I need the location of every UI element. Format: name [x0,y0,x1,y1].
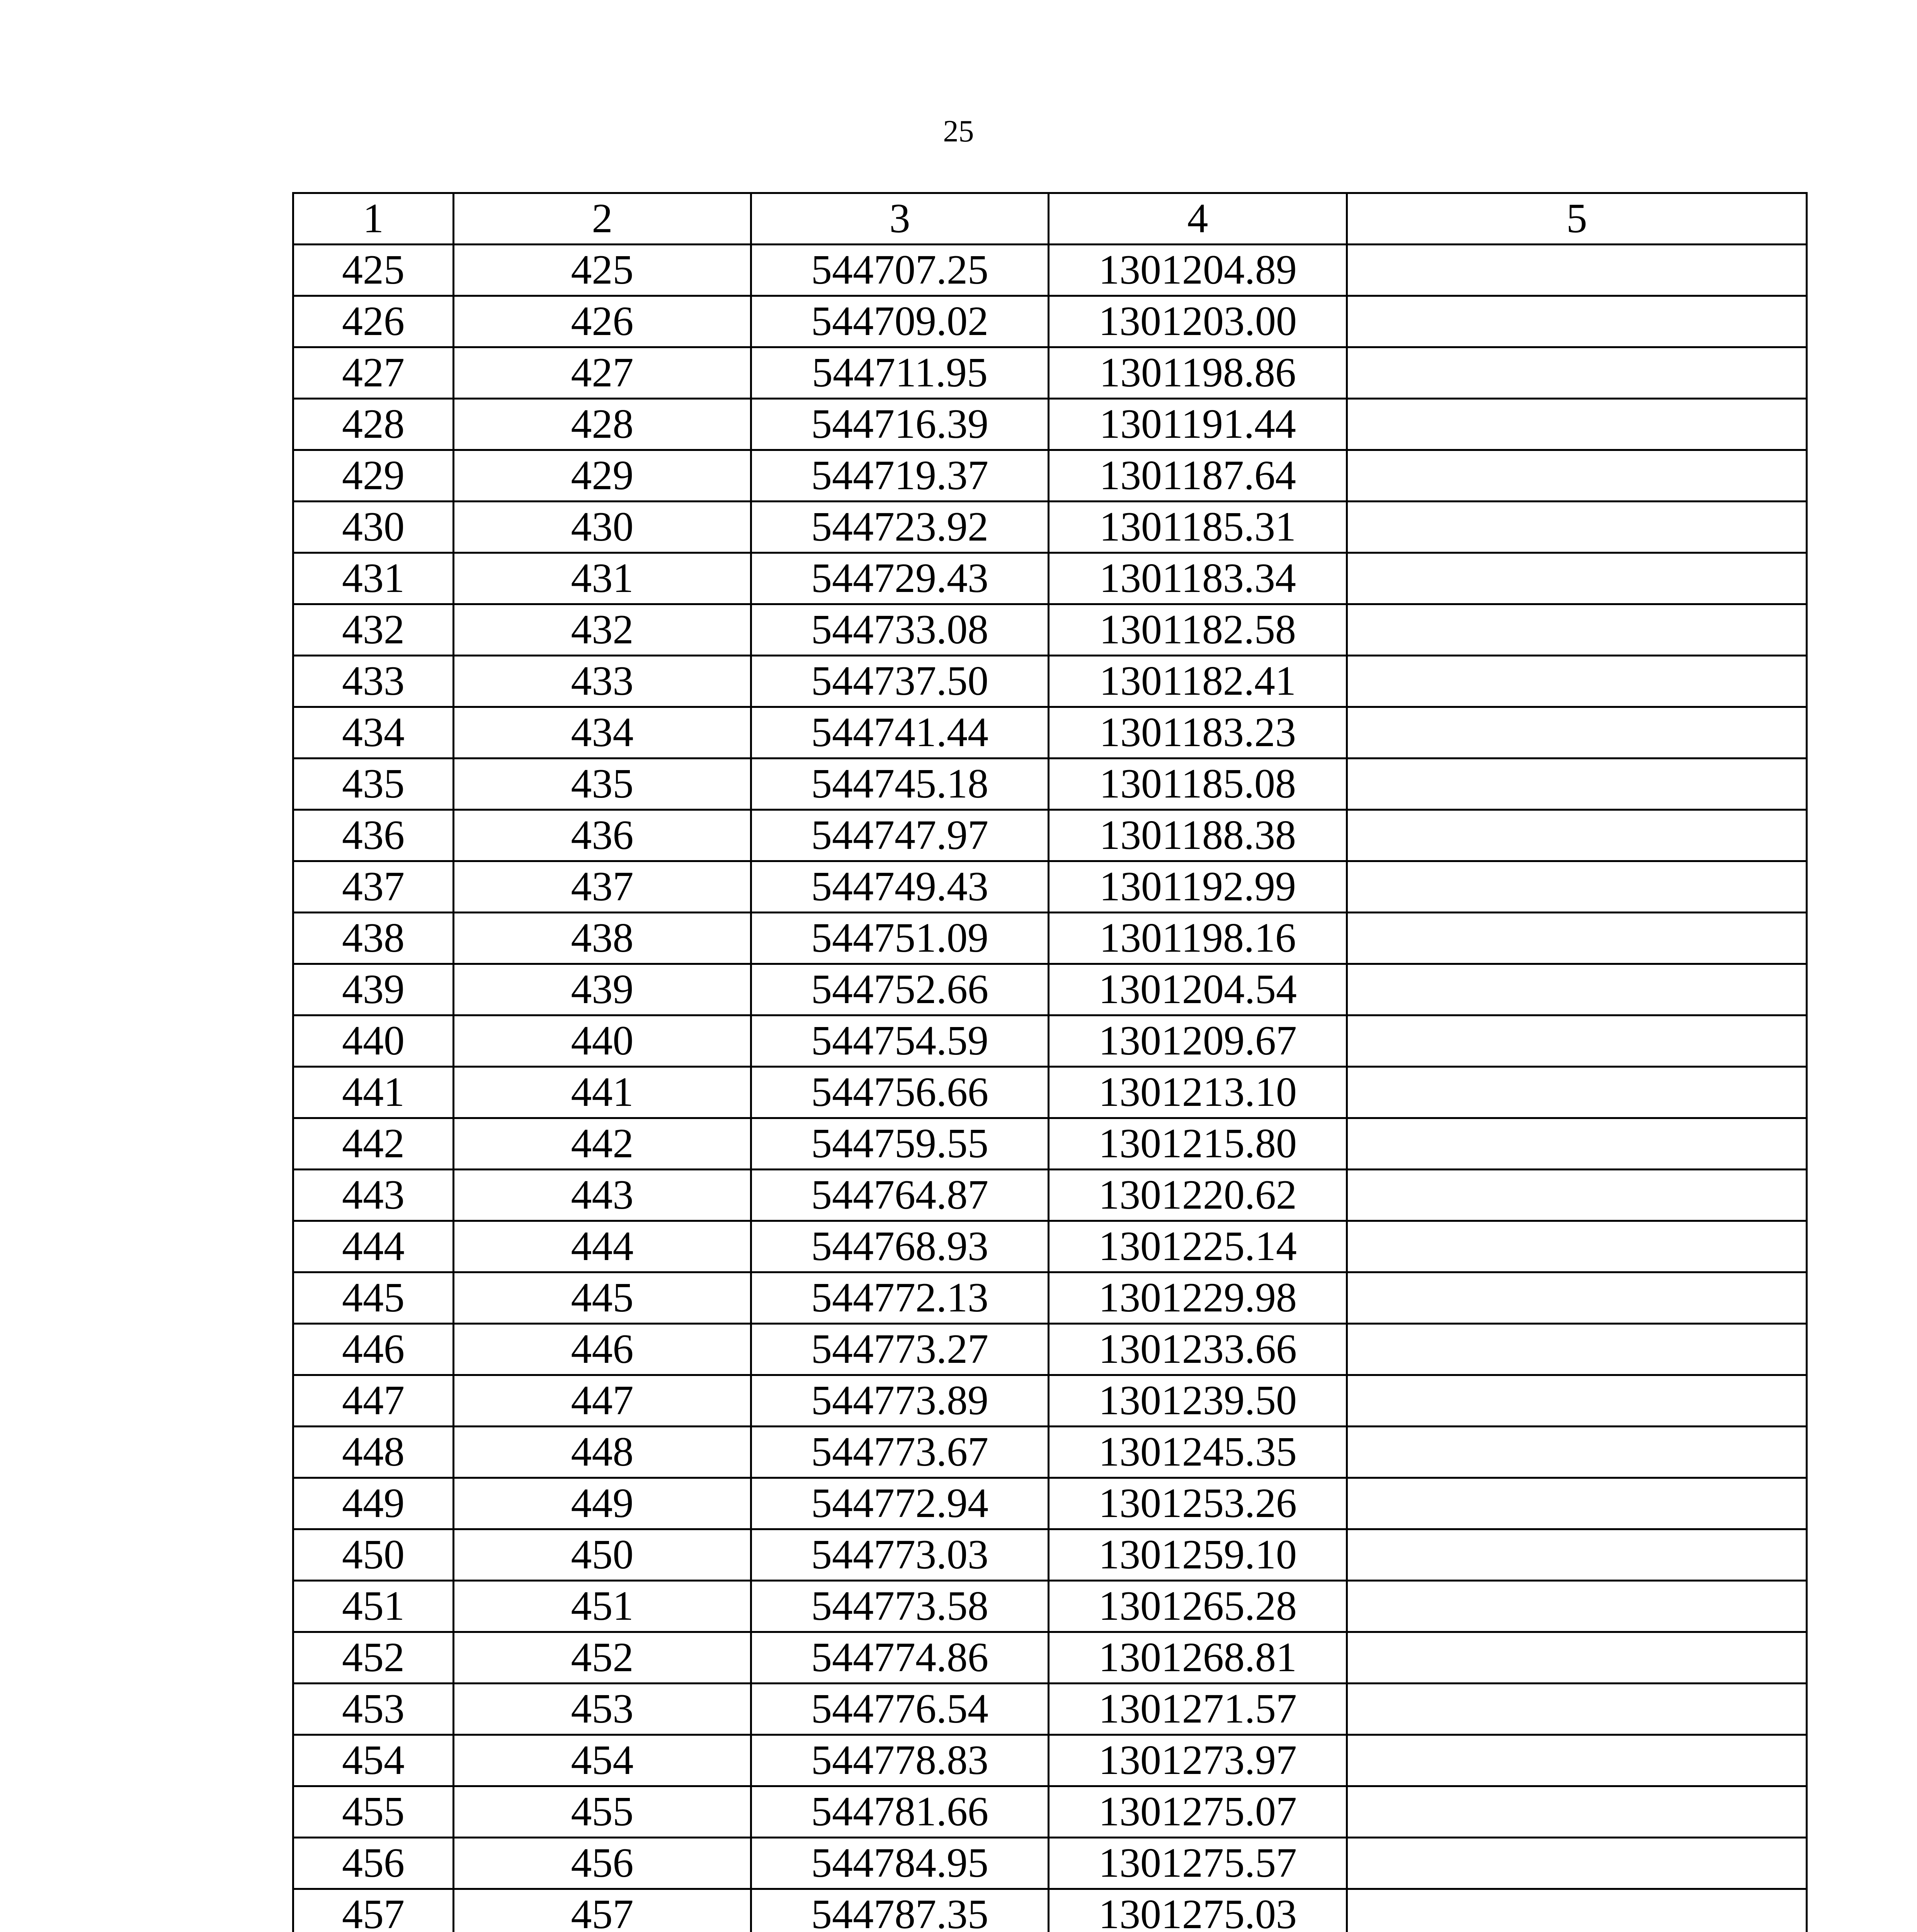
cell-note [1347,1272,1807,1324]
cell-coordinate-y: 1301209.67 [1049,1015,1347,1067]
cell-point-id: 438 [454,913,751,964]
cell-coordinate-y: 1301191.44 [1049,399,1347,450]
cell-coordinate-x: 544787.35 [751,1889,1049,1932]
table-row [293,1118,1807,1170]
cell-coordinate-x: 544749.43 [751,861,1049,913]
cell-point-id: 443 [454,1170,751,1221]
cell-point-id: 457 [454,1889,751,1932]
cell-coordinate-y: 1301239.50 [1049,1375,1347,1427]
cell-coordinate-x: 544772.13 [751,1272,1049,1324]
cell-note [1347,1375,1807,1427]
table-header-row [293,193,1807,245]
cell-point-number: 442 [293,1118,454,1170]
cell-note [1347,604,1807,656]
cell-note [1347,450,1807,502]
cell-point-number: 437 [293,861,454,913]
cell-coordinate-x: 544754.59 [751,1015,1049,1067]
cell-point-number: 432 [293,604,454,656]
cell-note [1347,656,1807,707]
cell-coordinate-y: 1301275.07 [1049,1786,1347,1838]
cell-coordinate-y: 1301203.00 [1049,296,1347,347]
table-row [293,1272,1807,1324]
table-row [293,1324,1807,1375]
column-header-1: 1 [293,193,454,245]
cell-point-id: 448 [454,1427,751,1478]
cell-note [1347,245,1807,296]
table-row [293,1632,1807,1684]
cell-note [1347,1581,1807,1632]
table-row [293,502,1807,553]
cell-point-number: 448 [293,1427,454,1478]
table-row [293,450,1807,502]
cell-coordinate-x: 544707.25 [751,245,1049,296]
cell-coordinate-y: 1301229.98 [1049,1272,1347,1324]
cell-coordinate-y: 1301185.08 [1049,759,1347,810]
cell-point-id: 434 [454,707,751,759]
cell-point-id: 450 [454,1529,751,1581]
cell-note [1347,810,1807,861]
cell-coordinate-y: 1301204.89 [1049,245,1347,296]
cell-point-number: 435 [293,759,454,810]
table-row [293,1015,1807,1067]
table-row [293,296,1807,347]
cell-coordinate-y: 1301188.38 [1049,810,1347,861]
table-row [293,553,1807,604]
cell-point-id: 444 [454,1221,751,1272]
cell-point-number: 455 [293,1786,454,1838]
cell-coordinate-x: 544709.02 [751,296,1049,347]
table-row [293,1067,1807,1118]
cell-note [1347,1478,1807,1529]
cell-point-number: 457 [293,1889,454,1932]
cell-point-number: 454 [293,1735,454,1786]
cell-point-id: 446 [454,1324,751,1375]
table-row [293,810,1807,861]
table-row [293,245,1807,296]
coordinates-table [292,192,1808,1932]
table-body [293,193,1807,1932]
cell-note [1347,913,1807,964]
page-number: 25 [943,114,974,148]
cell-coordinate-x: 544737.50 [751,656,1049,707]
table-row [293,604,1807,656]
cell-coordinate-x: 544774.86 [751,1632,1049,1684]
cell-note [1347,1632,1807,1684]
cell-coordinate-x: 544773.03 [751,1529,1049,1581]
table-row [293,1684,1807,1735]
table-row [293,1375,1807,1427]
cell-point-number: 427 [293,347,454,399]
cell-note [1347,1118,1807,1170]
cell-note [1347,347,1807,399]
cell-point-number: 433 [293,656,454,707]
cell-point-number: 431 [293,553,454,604]
cell-coordinate-y: 1301259.10 [1049,1529,1347,1581]
cell-coordinate-y: 1301275.57 [1049,1838,1347,1889]
cell-coordinate-y: 1301192.99 [1049,861,1347,913]
cell-point-id: 456 [454,1838,751,1889]
cell-point-id: 452 [454,1632,751,1684]
cell-coordinate-x: 544772.94 [751,1478,1049,1529]
table-row [293,964,1807,1015]
cell-coordinate-x: 544776.54 [751,1684,1049,1735]
table-row [293,656,1807,707]
cell-point-id: 426 [454,296,751,347]
cell-point-id: 439 [454,964,751,1015]
cell-point-number: 445 [293,1272,454,1324]
cell-note [1347,1735,1807,1786]
cell-coordinate-y: 1301213.10 [1049,1067,1347,1118]
cell-point-number: 450 [293,1529,454,1581]
table-row [293,1427,1807,1478]
table-row [293,1735,1807,1786]
table-row [293,913,1807,964]
table-row [293,347,1807,399]
cell-point-id: 427 [454,347,751,399]
cell-coordinate-y: 1301183.34 [1049,553,1347,604]
cell-note [1347,1170,1807,1221]
cell-point-id: 440 [454,1015,751,1067]
cell-note [1347,1786,1807,1838]
cell-point-number: 425 [293,245,454,296]
cell-note [1347,1838,1807,1889]
column-header-4: 4 [1049,193,1347,245]
cell-point-id: 451 [454,1581,751,1632]
cell-point-number: 428 [293,399,454,450]
cell-coordinate-y: 1301182.58 [1049,604,1347,656]
cell-note [1347,707,1807,759]
table-row [293,707,1807,759]
cell-coordinate-y: 1301182.41 [1049,656,1347,707]
table-row [293,1529,1807,1581]
cell-coordinate-y: 1301253.26 [1049,1478,1347,1529]
cell-point-number: 456 [293,1838,454,1889]
cell-point-number: 447 [293,1375,454,1427]
cell-point-id: 432 [454,604,751,656]
table-row [293,861,1807,913]
cell-point-id: 437 [454,861,751,913]
cell-coordinate-x: 544778.83 [751,1735,1049,1786]
cell-note [1347,1015,1807,1067]
cell-point-id: 454 [454,1735,751,1786]
cell-point-number: 441 [293,1067,454,1118]
cell-coordinate-x: 544756.66 [751,1067,1049,1118]
table-row [293,1581,1807,1632]
cell-note [1347,1067,1807,1118]
cell-note [1347,502,1807,553]
cell-coordinate-y: 1301204.54 [1049,964,1347,1015]
cell-point-number: 451 [293,1581,454,1632]
cell-point-id: 431 [454,553,751,604]
cell-note [1347,1889,1807,1932]
cell-note [1347,861,1807,913]
cell-point-id: 430 [454,502,751,553]
table-row [293,759,1807,810]
cell-coordinate-x: 544768.93 [751,1221,1049,1272]
cell-point-number: 453 [293,1684,454,1735]
cell-point-number: 452 [293,1632,454,1684]
cell-coordinate-y: 1301271.57 [1049,1684,1347,1735]
cell-coordinate-x: 544781.66 [751,1786,1049,1838]
cell-point-id: 429 [454,450,751,502]
cell-coordinate-x: 544773.67 [751,1427,1049,1478]
cell-point-id: 449 [454,1478,751,1529]
cell-note [1347,553,1807,604]
cell-point-id: 441 [454,1067,751,1118]
cell-point-id: 442 [454,1118,751,1170]
table-row [293,1838,1807,1889]
cell-coordinate-y: 1301215.80 [1049,1118,1347,1170]
cell-point-number: 430 [293,502,454,553]
cell-coordinate-x: 544711.95 [751,347,1049,399]
cell-coordinate-x: 544733.08 [751,604,1049,656]
cell-point-number: 439 [293,964,454,1015]
cell-note [1347,1221,1807,1272]
column-header-3: 3 [751,193,1049,245]
cell-point-id: 455 [454,1786,751,1838]
cell-point-id: 435 [454,759,751,810]
cell-coordinate-y: 1301233.66 [1049,1324,1347,1375]
cell-coordinate-x: 544773.27 [751,1324,1049,1375]
cell-coordinate-x: 544741.44 [751,707,1049,759]
cell-point-number: 436 [293,810,454,861]
column-header-2: 2 [454,193,751,245]
cell-coordinate-y: 1301183.23 [1049,707,1347,759]
cell-coordinate-x: 544747.97 [751,810,1049,861]
cell-point-number: 438 [293,913,454,964]
cell-point-number: 434 [293,707,454,759]
cell-point-id: 425 [454,245,751,296]
cell-point-number: 443 [293,1170,454,1221]
cell-note [1347,759,1807,810]
cell-point-number: 444 [293,1221,454,1272]
cell-coordinate-y: 1301225.14 [1049,1221,1347,1272]
cell-point-id: 445 [454,1272,751,1324]
cell-note [1347,1427,1807,1478]
cell-coordinate-y: 1301198.16 [1049,913,1347,964]
cell-coordinate-x: 544716.39 [751,399,1049,450]
cell-point-id: 433 [454,656,751,707]
column-header-5: 5 [1347,193,1807,245]
cell-coordinate-y: 1301273.97 [1049,1735,1347,1786]
cell-coordinate-y: 1301275.03 [1049,1889,1347,1932]
cell-coordinate-x: 544752.66 [751,964,1049,1015]
cell-note [1347,964,1807,1015]
cell-note [1347,296,1807,347]
cell-coordinate-x: 544723.92 [751,502,1049,553]
cell-coordinate-y: 1301185.31 [1049,502,1347,553]
cell-coordinate-x: 544745.18 [751,759,1049,810]
cell-coordinate-y: 1301268.81 [1049,1632,1347,1684]
cell-point-number: 440 [293,1015,454,1067]
cell-coordinate-y: 1301220.62 [1049,1170,1347,1221]
cell-point-number: 429 [293,450,454,502]
cell-point-id: 436 [454,810,751,861]
cell-coordinate-x: 544773.89 [751,1375,1049,1427]
cell-point-id: 428 [454,399,751,450]
cell-point-id: 447 [454,1375,751,1427]
cell-coordinate-x: 544784.95 [751,1838,1049,1889]
cell-point-number: 446 [293,1324,454,1375]
cell-coordinate-x: 544751.09 [751,913,1049,964]
cell-note [1347,1684,1807,1735]
cell-coordinate-y: 1301187.64 [1049,450,1347,502]
cell-coordinate-x: 544719.37 [751,450,1049,502]
cell-coordinate-x: 544773.58 [751,1581,1049,1632]
cell-coordinate-x: 544764.87 [751,1170,1049,1221]
cell-coordinate-x: 544729.43 [751,553,1049,604]
cell-point-number: 426 [293,296,454,347]
cell-coordinate-y: 1301245.35 [1049,1427,1347,1478]
table-row [293,1889,1807,1932]
cell-note [1347,1529,1807,1581]
table-row [293,1170,1807,1221]
table-row [293,399,1807,450]
cell-note [1347,399,1807,450]
cell-note [1347,1324,1807,1375]
table-row [293,1786,1807,1838]
cell-coordinate-x: 544759.55 [751,1118,1049,1170]
cell-point-number: 449 [293,1478,454,1529]
table-row [293,1478,1807,1529]
cell-point-id: 453 [454,1684,751,1735]
table-row [293,1221,1807,1272]
cell-coordinate-y: 1301265.28 [1049,1581,1347,1632]
cell-coordinate-y: 1301198.86 [1049,347,1347,399]
